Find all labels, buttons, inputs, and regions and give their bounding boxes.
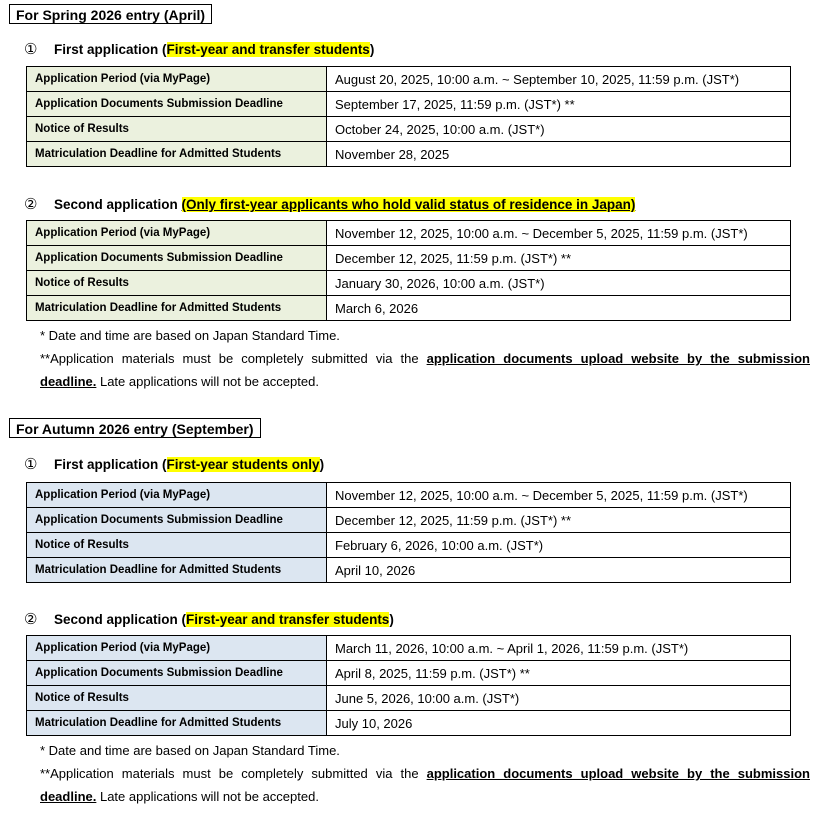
row-label: Matriculation Deadline for Admitted Students — [27, 711, 327, 736]
note-text: Late applications will not be accepted. — [96, 374, 319, 389]
heading-label: First application ( — [54, 457, 167, 472]
row-value: April 10, 2026 — [327, 558, 791, 583]
table-row — [27, 246, 791, 271]
table-row — [27, 142, 791, 167]
circled-number-two: ② — [24, 196, 38, 213]
table-row — [27, 636, 791, 661]
circled-number-two: ② — [24, 611, 38, 628]
spring-second-application-heading — [24, 196, 635, 214]
heading-label: First application ( — [54, 42, 167, 57]
circled-number-one: ① — [24, 456, 38, 473]
table-row — [27, 711, 791, 736]
row-label: Application Documents Submission Deadline — [27, 92, 327, 117]
row-label: Application Documents Submission Deadline — [27, 246, 327, 271]
circled-number-one: ① — [24, 41, 38, 58]
row-label: Notice of Results — [27, 533, 327, 558]
row-value: September 17, 2025, 11:59 p.m. (JST*) ** — [327, 92, 791, 117]
row-label: Notice of Results — [27, 117, 327, 142]
row-label: Notice of Results — [27, 686, 327, 711]
heading-close: ) — [369, 42, 375, 57]
table-row — [27, 67, 791, 92]
table-row — [27, 221, 791, 246]
submission-note-continued — [40, 370, 810, 393]
table-row — [27, 296, 791, 321]
row-value: March 11, 2026, 10:00 a.m. ~ April 1, 2026, 11:59 p.m. (JST*) — [327, 636, 791, 661]
row-value: June 5, 2026, 10:00 a.m. (JST*) — [327, 686, 791, 711]
table-row — [27, 117, 791, 142]
row-value: January 30, 2026, 10:00 a.m. (JST*) — [327, 271, 791, 296]
row-value: April 8, 2025, 11:59 p.m. (JST*) ** — [327, 661, 791, 686]
row-value: November 28, 2025 — [327, 142, 791, 167]
deadline-emphasis: deadline. — [40, 789, 97, 804]
heading-label: Second application — [54, 197, 182, 212]
deadline-emphasis: deadline. — [40, 374, 97, 389]
table-row — [27, 686, 791, 711]
row-label: Matriculation Deadline for Admitted Students — [27, 142, 327, 167]
row-label: Matriculation Deadline for Admitted Students — [27, 296, 327, 321]
table-row — [27, 483, 791, 508]
spring-notes — [40, 324, 810, 393]
heading-label: Second application ( — [54, 612, 187, 627]
upload-website-emphasis: application documents upload website by the submission — [426, 351, 810, 366]
note-text: Late applications will not be accepted. — [96, 789, 319, 804]
row-value: December 12, 2025, 11:59 p.m. (JST*) ** — [327, 508, 791, 533]
row-value: December 12, 2025, 11:59 p.m. (JST*) ** — [327, 246, 791, 271]
note-text: **Application materials must be completely submitted via the — [40, 351, 427, 366]
eligibility-highlight: (Only first-year applicants who hold valid status of residence in Japan) — [181, 197, 636, 212]
eligibility-highlight: First-year and transfer students — [166, 42, 370, 57]
spring-section-title: For Spring 2026 entry (April) — [9, 4, 212, 24]
row-label: Notice of Results — [27, 271, 327, 296]
spring-second-schedule-table — [26, 220, 791, 321]
row-label: Application Period (via MyPage) — [27, 483, 327, 508]
eligibility-highlight: First-year and transfer students — [186, 612, 390, 627]
row-value: February 6, 2026, 10:00 a.m. (JST*) — [327, 533, 791, 558]
table-row — [27, 558, 791, 583]
row-label: Application Documents Submission Deadline — [27, 661, 327, 686]
table-row — [27, 533, 791, 558]
autumn-section-title: For Autumn 2026 entry (September) — [9, 418, 261, 438]
submission-note — [40, 762, 810, 785]
autumn-second-schedule-table — [26, 635, 791, 736]
autumn-first-application-heading — [24, 456, 324, 474]
submission-note — [40, 347, 810, 370]
note-text: **Application materials must be completely submitted via the — [40, 766, 427, 781]
spring-first-application-heading — [24, 41, 374, 59]
row-value: November 12, 2025, 10:00 a.m. ~ December 5, 2025, 11:59 p.m. (JST*) — [327, 483, 791, 508]
row-label: Application Period (via MyPage) — [27, 636, 327, 661]
table-row — [27, 508, 791, 533]
jst-note: * Date and time are based on Japan Standard Time. — [40, 328, 340, 343]
row-label: Matriculation Deadline for Admitted Students — [27, 558, 327, 583]
spring-first-schedule-table — [26, 66, 791, 167]
row-value: November 12, 2025, 10:00 a.m. ~ December 5, 2025, 11:59 p.m. (JST*) — [327, 221, 791, 246]
submission-note-continued — [40, 785, 810, 808]
row-value: July 10, 2026 — [327, 711, 791, 736]
upload-website-emphasis: application documents upload website by the submission — [426, 766, 810, 781]
row-value: October 24, 2025, 10:00 a.m. (JST*) — [327, 117, 791, 142]
autumn-notes — [40, 739, 810, 808]
heading-close: ) — [389, 612, 394, 627]
row-label: Application Documents Submission Deadline — [27, 508, 327, 533]
table-row — [27, 661, 791, 686]
autumn-second-application-heading — [24, 611, 394, 629]
row-label: Application Period (via MyPage) — [27, 221, 327, 246]
eligibility-highlight: First-year students only — [166, 457, 320, 472]
table-row — [27, 92, 791, 117]
row-value: March 6, 2026 — [327, 296, 791, 321]
row-value: August 20, 2025, 10:00 a.m. ~ September 10, 2025, 11:59 p.m. (JST*) — [327, 67, 791, 92]
autumn-first-schedule-table — [26, 482, 791, 583]
table-row — [27, 271, 791, 296]
heading-close: ) — [319, 457, 325, 472]
jst-note: * Date and time are based on Japan Standard Time. — [40, 743, 340, 758]
row-label: Application Period (via MyPage) — [27, 67, 327, 92]
